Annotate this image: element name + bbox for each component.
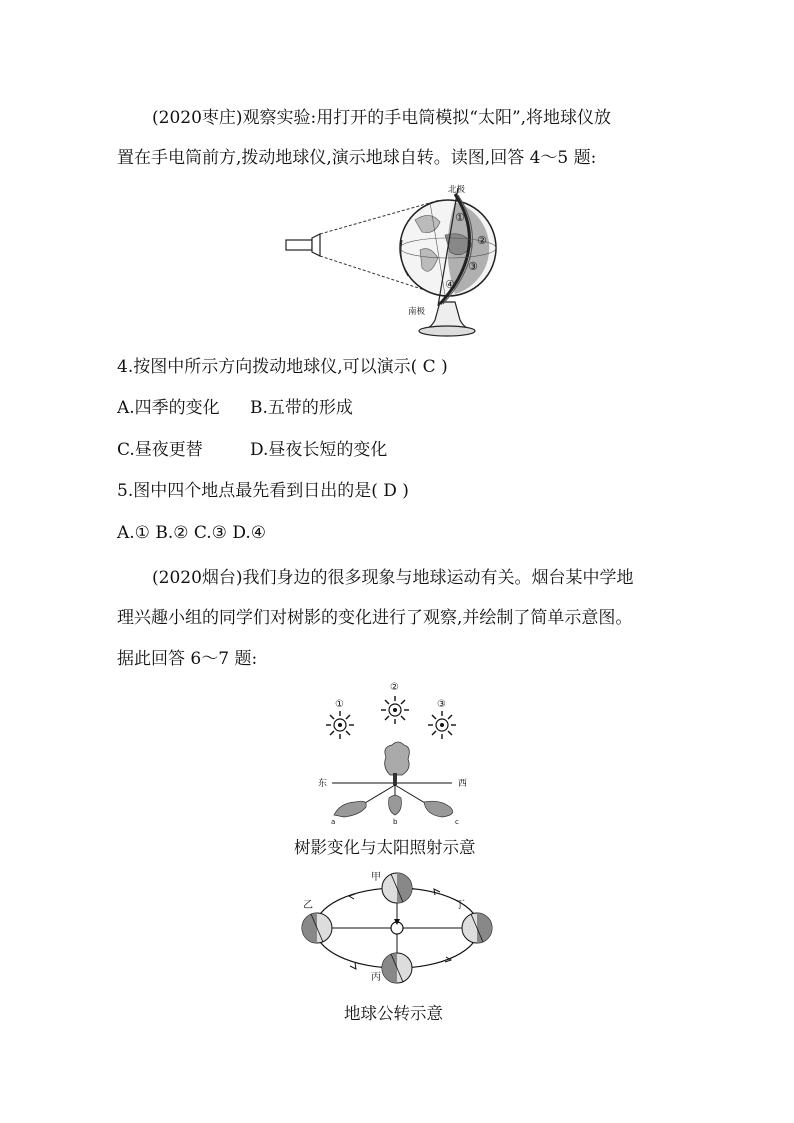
shadow-label-b: b: [393, 818, 398, 825]
q5-stem: 5.图中四个地点最先看到日出的是( D ): [117, 481, 409, 501]
position-yi: 乙: [303, 900, 313, 911]
orbit-figure-caption: 地球公转示意: [344, 1004, 443, 1023]
globe-point-3: ③: [468, 260, 478, 273]
position-ding: 丁: [455, 900, 465, 911]
intro2-text-line3: 据此回答 6～7 题:: [117, 649, 258, 669]
flashlight: [286, 240, 312, 250]
earth-yi-icon: [302, 913, 332, 943]
globe-point-2: ②: [477, 234, 487, 247]
south-pole-label: 南极: [408, 307, 426, 317]
tree-icon: [385, 742, 410, 775]
intro-text-line2: 置在手电筒前方,拨动地球仪,演示地球自转。读图,回答 4～5 题:: [117, 148, 597, 168]
q4-option-d: D.昼夜长短的变化: [250, 440, 388, 460]
earth-ding-icon: [462, 913, 492, 943]
shadow-c: [424, 801, 453, 817]
sun-1-icon: [326, 711, 354, 739]
tree-shadow-figure: [310, 675, 490, 825]
globe-point-4: ④: [445, 278, 455, 291]
position-bing: 丙: [371, 972, 381, 983]
q4-option-c: C.昼夜更替: [117, 440, 203, 460]
position-jia: 甲: [371, 872, 381, 883]
earth-jia-icon: [382, 873, 412, 903]
sun-label-3: ③: [437, 699, 446, 710]
shadow-a: [334, 801, 366, 817]
earth-bing-icon: [382, 953, 412, 983]
globe-figure: [280, 180, 510, 340]
sun-label-2: ②: [390, 682, 399, 693]
sun-label-1: ①: [335, 699, 344, 710]
orbit-figure: [295, 862, 500, 992]
tree-figure-caption: 树影变化与太阳照射示意: [294, 838, 476, 857]
q5-options: A.① B.② C.③ D.④: [117, 523, 266, 543]
q4-option-b: B.五带的形成: [250, 398, 353, 418]
globe-point-1: ①: [455, 211, 465, 224]
sun-2-icon: [381, 696, 409, 724]
intro2-text-line2: 理兴趣小组的同学们对树影的变化进行了观察,并绘制了简单示意图。: [117, 608, 633, 628]
intro-text-line1: (2020枣庄)观察实验:用打开的手电筒模拟“太阳”,将地球仪放: [152, 108, 612, 128]
q4-option-a: A.四季的变化: [117, 398, 220, 418]
shadow-label-c: c: [455, 818, 459, 825]
q4-stem: 4.按图中所示方向拨动地球仪,可以演示( C ): [117, 357, 448, 377]
west-label: 西: [458, 779, 468, 789]
shadow-label-a: a: [331, 818, 336, 825]
intro2-text-line1: (2020烟台)我们身边的很多现象与地球运动有关。烟台某中学地: [152, 568, 634, 588]
north-pole-label: 北极: [448, 185, 466, 195]
shadow-b: [389, 796, 402, 816]
sun-3-icon: [428, 711, 456, 739]
east-label: 东: [318, 779, 328, 789]
